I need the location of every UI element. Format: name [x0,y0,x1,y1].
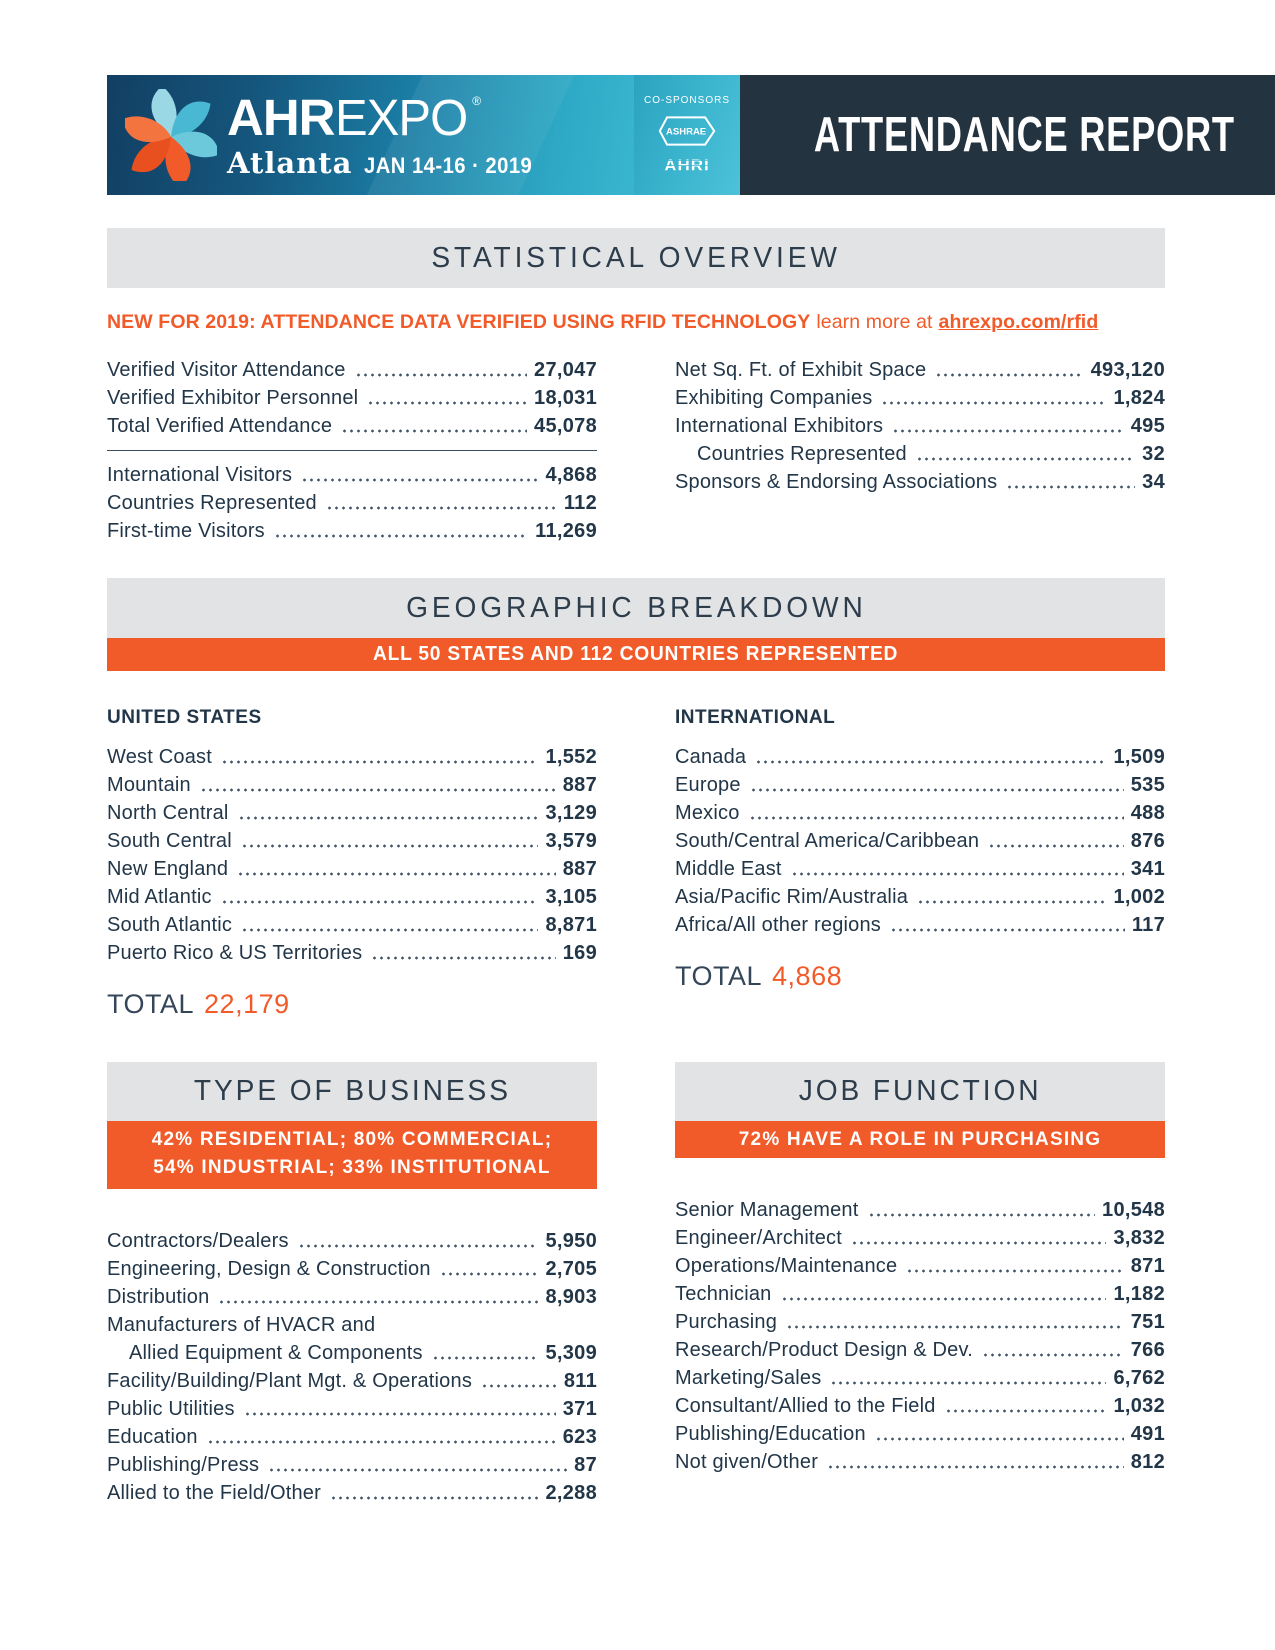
job-row [675,1252,1165,1280]
geo-label: Mountain [107,774,191,796]
business-value: 2,705 [545,1258,597,1280]
business-row [107,1479,597,1507]
type-of-business-banner [107,1062,597,1121]
dot-leader [916,457,1135,461]
job-row [675,1308,1165,1336]
business-value: 5,309 [545,1342,597,1364]
stat-value: 11,269 [535,520,597,542]
dot-leader [330,1496,538,1500]
dot-leader [906,1269,1123,1273]
business-label: Contractors/Dealers [107,1230,289,1252]
dot-leader [301,478,538,482]
brand-name-bold: AHR [227,89,335,146]
job-value: 1,182 [1113,1283,1165,1305]
dot-leader [221,760,538,764]
dot-leader [881,401,1106,405]
brand-text [227,89,547,180]
stat-label: Verified Exhibitor Personnel [107,387,359,409]
type-of-business-rows [107,1227,597,1507]
job-label: Senior Management [675,1199,859,1221]
job-function-subtitle-banner [675,1121,1165,1158]
dot-leader [268,1468,567,1472]
dot-leader [355,373,528,377]
job-row [675,1392,1165,1420]
statistical-overview-title: STATISTICAL OVERVIEW [431,241,841,274]
geo-label: West Coast [107,746,212,768]
stat-label: Sponsors & Endorsing Associations [675,471,998,493]
job-label: Operations/Maintenance [675,1255,898,1277]
registered-mark: ® [472,94,482,108]
geo-value: 535 [1130,774,1165,796]
business-label: Allied to the Field/Other [107,1482,321,1504]
stat-row [107,461,597,489]
job-row [675,1448,1165,1476]
stat-row [675,468,1165,496]
event-city: Atlanta [227,146,353,180]
intl-rows [675,743,1165,939]
stat-value: 112 [563,492,597,514]
type-of-business-subtitle-banner [107,1121,597,1189]
stat-label: Countries Represented [107,492,317,514]
job-value: 871 [1130,1255,1165,1277]
us-total-value: 22,179 [204,989,290,1019]
geo-label: South Atlantic [107,914,233,936]
cosponsors-label: CO-SPONSORS [643,94,730,106]
geo-label: Africa/All other regions [675,914,882,936]
stat-list-left-bottom [107,461,597,545]
stat-value: 1,824 [1113,387,1165,409]
business-value: 2,288 [545,1482,597,1504]
report-title-block [740,75,1275,195]
stat-list-left-top [107,356,597,440]
page-header [107,75,1235,195]
stat-value: 493,120 [1090,359,1165,381]
geo-label: South/Central America/Caribbean [675,830,980,852]
job-value: 766 [1130,1339,1165,1361]
geo-label: Europe [675,774,741,796]
geo-row [107,799,597,827]
geo-row [675,827,1165,855]
rfid-notice-mid: learn more at [816,311,933,333]
geo-row [107,883,597,911]
geo-value: 117 [1131,914,1165,936]
ahr-expo-logo-block [107,75,634,195]
stat-row [107,517,597,545]
stats-divider [107,450,597,451]
job-label: Engineer/Architect [675,1227,843,1249]
job-value: 812 [1130,1451,1165,1473]
dot-leader [781,1297,1107,1301]
job-row [675,1364,1165,1392]
geo-label: Middle East [675,858,782,880]
report-title: ATTENDANCE REPORT [813,108,1235,162]
geo-row [107,771,597,799]
stat-row [675,384,1165,412]
geo-row [107,939,597,967]
dot-leader [892,429,1123,433]
event-dates: JAN 14-16 · 2019 [364,153,533,178]
geo-row [675,771,1165,799]
report-page [107,75,1235,1507]
geographic-breakdown-banner [107,578,1165,638]
geo-value: 1,002 [1113,886,1165,908]
stat-row [675,356,1165,384]
ahri-logo-icon: AHRI [664,155,710,175]
job-label: Marketing/Sales [675,1367,822,1389]
stat-value: 34 [1142,471,1165,493]
dot-leader [244,1412,556,1416]
geo-us-column [107,707,597,1020]
geo-value: 3,579 [545,830,597,852]
business-label: Allied Equipment & Components [129,1342,423,1364]
stat-label: Exhibiting Companies [675,387,873,409]
dot-leader [237,872,556,876]
job-row [675,1196,1165,1224]
business-label: Distribution [107,1286,210,1308]
geo-label: Asia/Pacific Rim/Australia [675,886,909,908]
geo-value: 488 [1130,802,1165,824]
business-label: Facility/Building/Plant Mgt. & Operations [107,1370,473,1392]
stat-value: 32 [1142,443,1165,465]
geo-row [107,827,597,855]
dot-leader [851,1241,1106,1245]
dot-leader [241,928,538,932]
geo-value: 8,871 [545,914,597,936]
job-row [675,1420,1165,1448]
geo-value: 1,552 [545,746,597,768]
stat-label: Net Sq. Ft. of Exhibit Space [675,359,927,381]
business-label: Education [107,1426,198,1448]
job-row [675,1336,1165,1364]
geo-label: South Central [107,830,232,852]
overview-stats [107,356,1165,545]
dot-leader [238,816,539,820]
dot-leader [1006,485,1135,489]
dot-leader [440,1272,539,1276]
international-heading: INTERNATIONAL [675,707,836,728]
dot-leader [875,1437,1124,1441]
job-function-subtitle: 72% HAVE A ROLE IN PURCHASING [738,1128,1102,1150]
dot-leader [241,844,539,848]
job-value: 3,832 [1113,1227,1165,1249]
geo-row [107,855,597,883]
dot-leader [218,1300,538,1304]
stat-label: International Exhibitors [675,415,884,437]
geo-row [675,911,1165,939]
geo-intl-column [675,707,1165,1020]
dot-leader [982,1353,1124,1357]
dot-leader [827,1465,1124,1469]
dot-leader [749,816,1124,820]
overview-stats-left [107,356,597,545]
business-value: 87 [574,1454,597,1476]
business-row [107,1339,597,1367]
dot-leader [432,1356,539,1360]
geo-label: New England [107,858,229,880]
dot-leader [481,1384,557,1388]
geographic-subtitle-banner [107,638,1165,671]
geo-value: 887 [562,858,597,880]
intl-total-value: 4,868 [772,961,843,991]
dot-leader [326,506,557,510]
dot-leader [945,1409,1107,1413]
ashrae-logo-icon [658,115,716,147]
dot-leader [750,788,1124,792]
geo-value: 341 [1130,858,1165,880]
job-label: Technician [675,1283,772,1305]
geo-columns [107,707,1165,1020]
dot-leader [367,401,527,405]
dot-leader [298,1244,539,1248]
business-label: Publishing/Press [107,1454,260,1476]
geo-row [675,855,1165,883]
geo-label: Mexico [675,802,740,824]
job-label: Publishing/Education [675,1423,866,1445]
geo-value: 3,105 [545,886,597,908]
brand-name-light: EXPO [334,89,467,146]
tob-subtitle-line2: 54% INDUSTRIAL; 33% INSTITUTIONAL [153,1157,551,1178]
dot-leader [935,373,1083,377]
dot-leader [274,534,528,538]
job-value: 1,032 [1113,1395,1165,1417]
business-value: 5,950 [545,1230,597,1252]
job-function-banner [675,1062,1165,1121]
us-total-label: TOTAL [107,989,195,1019]
stat-row [107,489,597,517]
dot-leader [786,1325,1124,1329]
stat-label: Countries Represented [697,443,907,465]
geo-row [107,743,597,771]
geographic-subtitle: ALL 50 STATES AND 112 COUNTRIES REPRESENTED [373,643,899,665]
us-total [107,989,597,1020]
business-row [107,1423,597,1451]
stat-label: Total Verified Attendance [107,415,333,437]
statistical-overview-banner [107,228,1165,288]
dot-leader [207,1440,556,1444]
geo-value: 876 [1130,830,1165,852]
rfid-notice-bold: NEW FOR 2019: ATTENDANCE DATA VERIFIED USING RFID TECHNOLOGY [107,311,811,333]
business-value: 623 [562,1426,597,1448]
business-label: Public Utilities [107,1398,235,1420]
stat-label: International Visitors [107,464,293,486]
dot-leader [200,788,556,792]
cosponsors-block [634,75,740,195]
business-value: 371 [562,1398,597,1420]
us-heading: UNITED STATES [107,707,262,728]
dot-leader [830,1381,1106,1385]
stat-value: 45,078 [534,415,597,437]
business-row [107,1395,597,1423]
geo-row [675,799,1165,827]
stat-value: 4,868 [545,464,597,486]
geo-label: North Central [107,802,229,824]
business-row [107,1255,597,1283]
dot-leader [341,429,527,433]
dot-leader [371,956,555,960]
geo-value: 1,509 [1113,746,1165,768]
geo-row [107,911,597,939]
dot-leader [917,900,1106,904]
stat-label: Verified Visitor Attendance [107,359,346,381]
geographic-breakdown-title: GEOGRAPHIC BREAKDOWN [405,591,867,624]
stat-value: 18,031 [534,387,597,409]
stat-row [675,440,1165,468]
rfid-link[interactable]: ahrexpo.com/rfid [938,311,1099,333]
geo-row [675,883,1165,911]
svg-text:ASHRAE: ASHRAE [666,126,707,138]
dot-leader [755,760,1106,764]
business-row [107,1283,597,1311]
business-value: 811 [563,1370,597,1392]
job-row [675,1280,1165,1308]
job-value: 751 [1130,1311,1165,1333]
us-rows [107,743,597,967]
geo-label: Mid Atlantic [107,886,212,908]
intl-total [675,961,1165,992]
job-value: 491 [1130,1423,1165,1445]
geo-value: 3,129 [545,802,597,824]
tob-subtitle-line1: 42% RESIDENTIAL; 80% COMMERCIAL; [151,1129,553,1150]
job-function-rows [675,1196,1165,1476]
job-label: Not given/Other [675,1451,819,1473]
business-row [107,1451,597,1479]
job-value: 10,548 [1102,1199,1165,1221]
business-row [107,1367,597,1395]
pinwheel-logo-icon [125,89,217,181]
type-of-business-title: TYPE OF BUSINESS [193,1075,511,1107]
business-value: 8,903 [545,1286,597,1308]
dot-leader [890,928,1125,932]
business-row [107,1227,597,1255]
overview-stats-right [675,356,1165,545]
geo-label: Puerto Rico & US Territories [107,942,363,964]
type-of-business-section [107,1062,597,1507]
job-row [675,1224,1165,1252]
rfid-notice [107,311,1165,334]
intl-total-label: TOTAL [675,961,763,991]
dot-leader [988,844,1124,848]
business-row [107,1311,597,1339]
job-function-section [675,1062,1165,1507]
stat-value: 27,047 [534,359,597,381]
business-label: Manufacturers of HVACR and [107,1314,376,1336]
bottom-sections [107,1062,1165,1507]
job-label: Research/Product Design & Dev. [675,1339,973,1361]
job-function-title: JOB FUNCTION [798,1075,1042,1107]
dot-leader [221,900,539,904]
geo-row [675,743,1165,771]
stat-row [107,412,597,440]
dot-leader [791,872,1124,876]
job-label: Purchasing [675,1311,778,1333]
geo-label: Canada [675,746,747,768]
geo-value: 887 [562,774,597,796]
stat-value: 495 [1130,415,1165,437]
stat-row [107,356,597,384]
job-label: Consultant/Allied to the Field [675,1395,936,1417]
stat-row [107,384,597,412]
geo-value: 169 [562,942,597,964]
business-label: Engineering, Design & Construction [107,1258,431,1280]
dot-leader [868,1213,1096,1217]
stat-row [675,412,1165,440]
stat-label: First-time Visitors [107,520,265,542]
job-value: 6,762 [1113,1367,1165,1389]
